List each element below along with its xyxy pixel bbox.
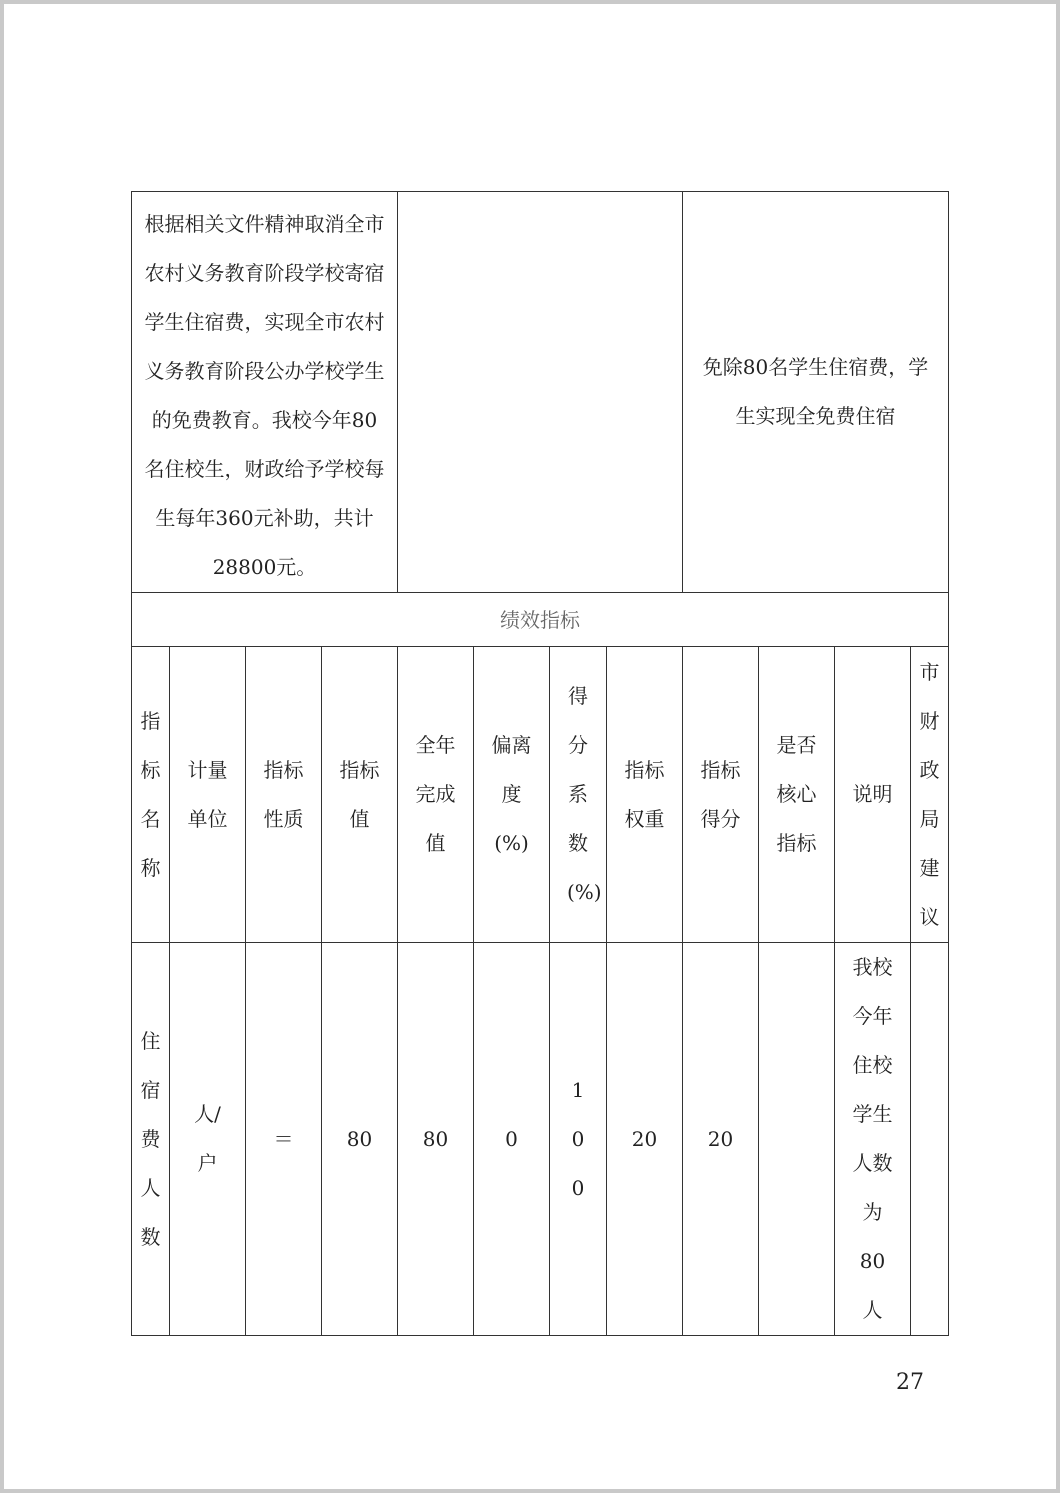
header-deviation: 偏离度(%) [474, 647, 550, 943]
header-target-value: 指标值 [322, 647, 398, 943]
header-score: 指标得分 [683, 647, 759, 943]
cell-note: 我校今年住校学生人数为80人 [835, 943, 911, 1336]
header-unit: 计量单位 [170, 647, 246, 943]
result-text: 免除80名学生住宿费，学生实现全免费住宿 [702, 355, 929, 428]
result-cell [683, 192, 949, 593]
cell-target-value: 80 [322, 943, 398, 1336]
cell-finance-advice [911, 943, 949, 1336]
perf-title: 绩效指标 [500, 607, 580, 632]
description-text: 根据相关文件精神取消全市农村义务教育阶段学校寄宿学生住宿费，实现全市农村义务教育阶段公办学校学生的免费教育。我校今年80名住校生，财政给予学校每生每年360元补助，共计28800元。 [144, 212, 385, 579]
description-cell [132, 192, 398, 593]
cell-indicator-name: 住宿费人数 [132, 943, 170, 1336]
cell-unit: 人/户 [170, 943, 246, 1336]
cell-is-core [759, 943, 835, 1336]
header-weight: 指标权重 [607, 647, 683, 943]
performance-table [131, 191, 949, 1336]
perf-title-cell [132, 593, 949, 647]
page-number: 27 [896, 1370, 924, 1395]
header-row [132, 647, 949, 943]
header-score-coef: 得分系数(%) [550, 647, 607, 943]
cell-score-coef: 100 [550, 943, 607, 1336]
cell-weight: 20 [607, 943, 683, 1336]
header-note: 说明 [835, 647, 911, 943]
cell-actual-value: 80 [398, 943, 474, 1336]
cell-score: 20 [683, 943, 759, 1336]
cell-deviation: 0 [474, 943, 550, 1336]
header-indicator-name: 指标名称 [132, 647, 170, 943]
header-finance-advice: 市财政局建议 [911, 647, 949, 943]
description-row [132, 192, 949, 593]
perf-title-row [132, 593, 949, 647]
header-actual-value: 全年完成值 [398, 647, 474, 943]
header-nature: 指标性质 [246, 647, 322, 943]
data-row [132, 943, 949, 1336]
header-is-core: 是否核心指标 [759, 647, 835, 943]
empty-middle-cell [398, 192, 683, 593]
cell-nature: ＝ [246, 943, 322, 1336]
